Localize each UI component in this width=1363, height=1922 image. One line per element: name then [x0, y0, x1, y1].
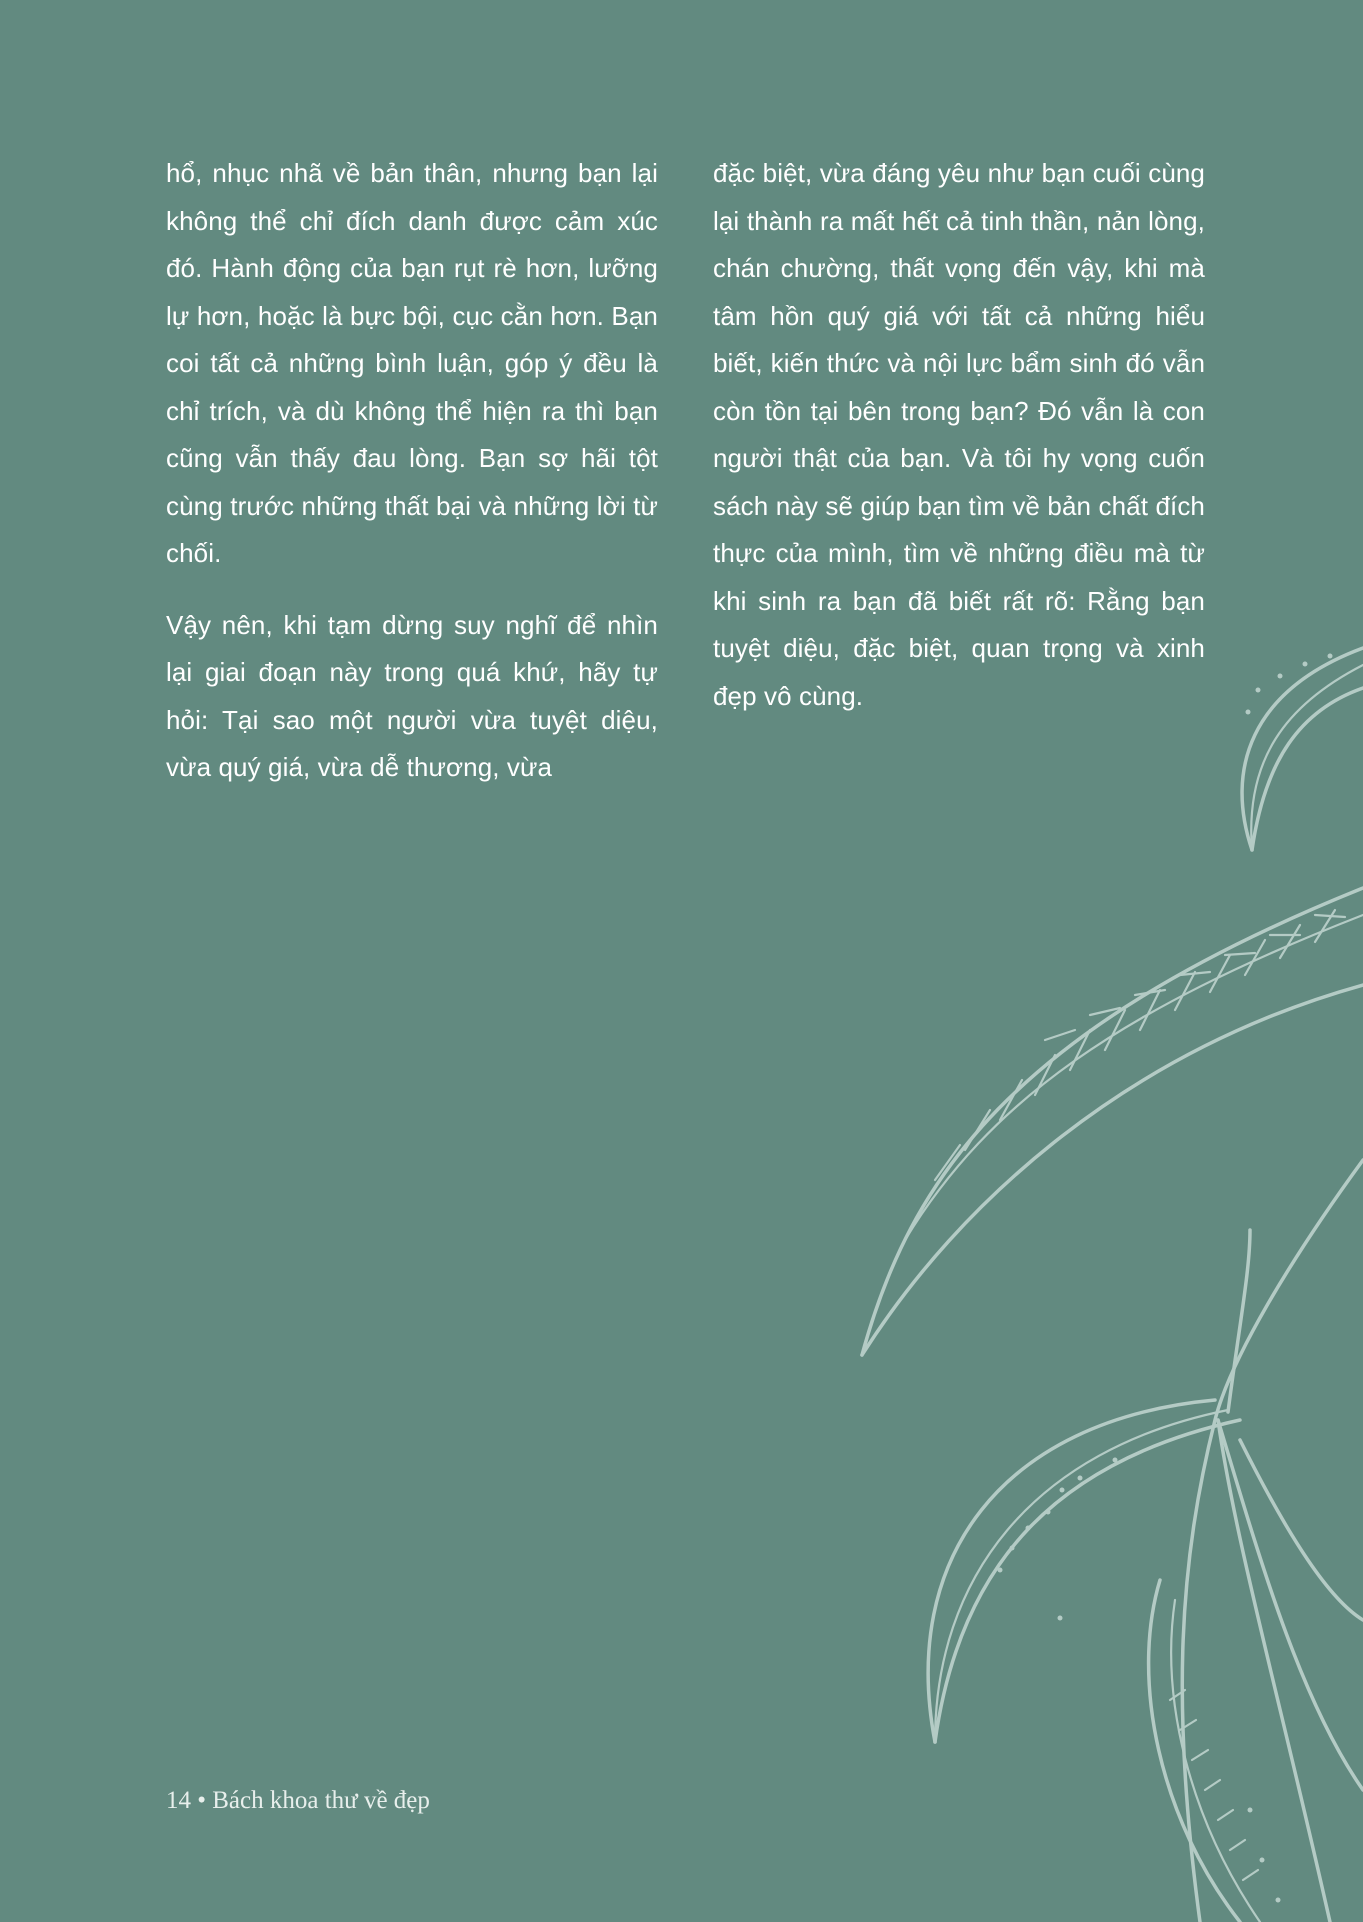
paragraph: đặc biệt, vừa đáng yêu như bạn cuối cùng lại thành ra mất hết cả tinh thần, nản lòng, chán chường, thất vọng đến vậy, khi mà tâm hồn quý giá với tất cả những hiểu biết, kiến thức và nội lực bẩm sinh đó vẫn còn tồn tại bên trong bạn? Đó vẫn là con người thật của bạn. Và tôi hy vọng cuốn sách này sẽ giúp bạn tìm về bản chất đích thực của mình, tìm về những điều mà từ khi sinh ra bạn đã biết rất rõ: Rằng bạn tuyệt diệu, đặc biệt, quan trọng và xinh đẹp vô cùng. — [713, 158, 1205, 711]
leaf-top-small-vein — [1251, 665, 1363, 850]
stem-main — [1182, 1160, 1363, 1922]
page-footer: 14 • Bách khoa thư về đẹp — [166, 1787, 430, 1814]
leaf-right-lower-b — [1240, 1440, 1363, 1620]
leaf-left-long-outer — [928, 1400, 1215, 1742]
leaf-right-lower-a — [1218, 1420, 1363, 1790]
paragraph: Vậy nên, khi tạm dừng suy nghĩ để nhìn lại giai đoạn này trong quá khứ, hãy tự hỏi: Tại sao một người vừa tuyệt diệu, vừa quý giá, vừa dễ thương, vừa — [166, 609, 658, 782]
leaf-large-upper — [862, 888, 1363, 1355]
leaf-bottom-left — [1149, 1580, 1240, 1922]
leaf-top-small — [1242, 648, 1363, 850]
text-column-right — [713, 150, 1205, 720]
leaf-large-midrib — [905, 915, 1363, 1240]
leaf-bottom-left-vein — [1171, 1600, 1260, 1922]
paragraph: hổ, nhục nhã về bản thân, nhưng bạn lại không thể chỉ đích danh được cảm xúc đó. Hành động của bạn rụt rè hơn, lưỡng lự hơn, hoặc là bực bội, cục cằn hơn. Bạn coi tất cả những bình luận, góp ý đều là chỉ trích, và dù không thể hiện ra thì bạn cũng vẫn thấy đau lòng. Bạn sợ hãi tột cùng trước những thất bại và những lời từ chối. — [166, 158, 658, 568]
leaf-center-outer — [1228, 1230, 1250, 1412]
leaf-right-lower-c — [1218, 1420, 1330, 1922]
text-column-left — [166, 150, 658, 792]
leaf-left-long-inner — [935, 1420, 1240, 1742]
leaf-top-small-inner — [1252, 688, 1363, 850]
leaf-left-long-vein — [935, 1410, 1228, 1742]
leaf-large-lower — [862, 985, 1363, 1355]
